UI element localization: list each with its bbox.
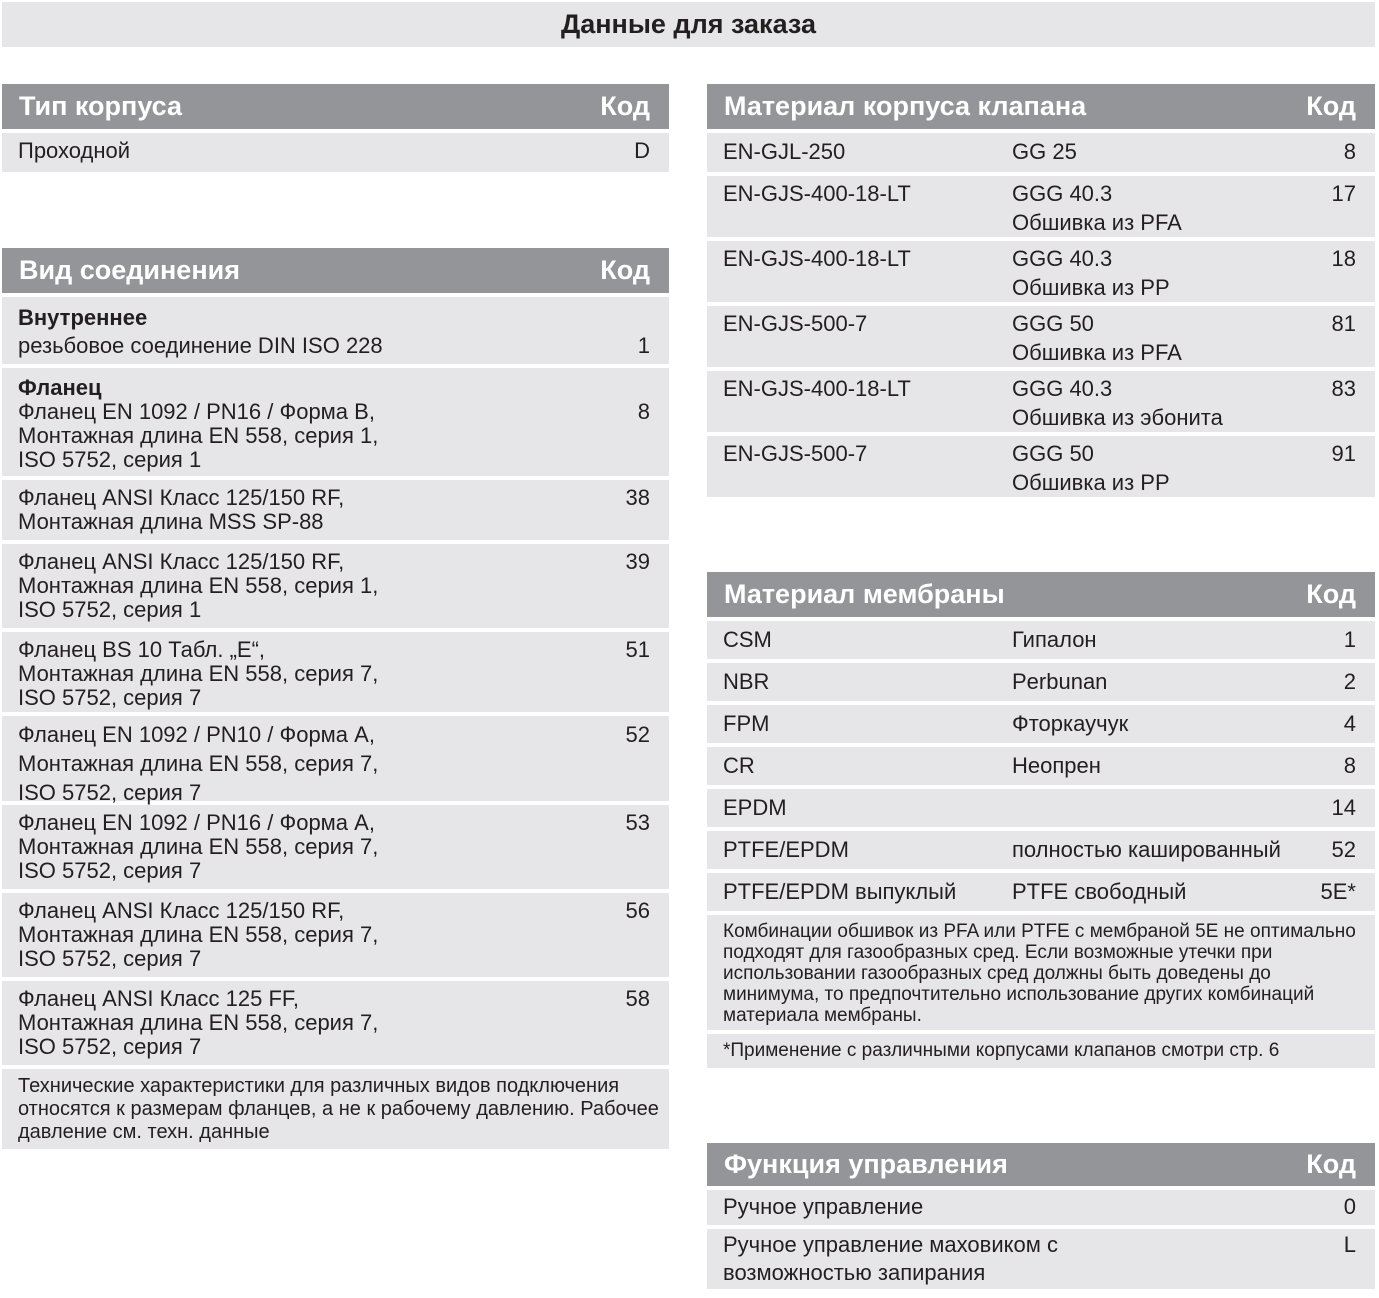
diaphragm-material-table (707, 572, 1375, 1072)
row-text: Фланец ANSI Класс 125/150 RF, (18, 485, 345, 510)
row-heading: Фланец (18, 375, 102, 400)
table-row (707, 1190, 1375, 1225)
control-function-name: возможностью запирания (723, 1260, 986, 1285)
table-title: Тип корпуса (19, 91, 183, 121)
material-lining: Обшивка из эбонита (1012, 405, 1223, 430)
material-lining: Обшивка из PP (1012, 275, 1170, 300)
table-row (2, 632, 669, 712)
row-heading: Внутреннее (18, 305, 148, 330)
code-column-header: Код (600, 255, 650, 285)
code-value: 1 (637, 333, 650, 358)
code-column-header: Код (1306, 91, 1356, 121)
code-value: 91 (1331, 441, 1356, 466)
control-function-table (707, 1143, 1375, 1293)
table-header (707, 1143, 1375, 1186)
code-value: 39 (625, 549, 650, 574)
code-value: 5E* (1320, 879, 1356, 904)
table-row (2, 805, 669, 889)
row-text: Монтажная длина MSS SP-88 (18, 509, 324, 534)
row-text: ISO 5752, серия 1 (18, 447, 202, 472)
code-value: 52 (1331, 837, 1356, 862)
code-value: 51 (625, 637, 650, 662)
table-row (707, 873, 1375, 911)
row-text: Фланец EN 1092 / PN16 / Форма A, (18, 810, 375, 835)
code-column-header: Код (600, 91, 650, 121)
code-value: 0 (1343, 1194, 1356, 1219)
row-text: Фланец ANSI Класс 125/150 RF, (18, 898, 345, 923)
table-row (707, 831, 1375, 869)
code-value: 14 (1331, 795, 1356, 820)
diaphragm-trade-name: Фторкаучук (1012, 711, 1129, 736)
table-title: Функция управления (724, 1149, 1008, 1179)
material-grade: GGG 40.3 (1012, 246, 1113, 271)
material-grade: GGG 50 (1012, 311, 1094, 336)
row-text: Фланец ANSI Класс 125 FF, (18, 986, 299, 1011)
row-text: Фланец BS 10 Табл. „E“, (18, 637, 266, 662)
code-value: 4 (1343, 711, 1356, 736)
table-row (2, 544, 669, 628)
code-value: 18 (1331, 246, 1356, 271)
material-lining: Обшивка из PP (1012, 470, 1170, 495)
code-value: 83 (1331, 376, 1356, 401)
material-grade: GGG 40.3 (1012, 181, 1113, 206)
row-text: резьбовое соединение DIN ISO 228 (18, 333, 383, 358)
table-row (2, 716, 669, 805)
table-row (2, 981, 669, 1065)
row-text: Монтажная длина EN 558, серия 7, (18, 1010, 379, 1035)
table-header (707, 572, 1375, 617)
row-text: Монтажная длина EN 558, серия 1, (18, 573, 379, 598)
row-text: ISO 5752, серия 7 (18, 685, 202, 710)
table-row (707, 436, 1375, 497)
diaphragm-code-name: EPDM (723, 795, 787, 820)
table-row (2, 133, 669, 172)
diaphragm-code-name: PTFE/EPDM выпуклый (723, 879, 957, 904)
diaphragm-trade-name: Гипалон (1012, 627, 1097, 652)
table-row (707, 1229, 1375, 1289)
code-value: 8 (1343, 139, 1356, 164)
material-designation: EN-GJS-400-18-LT (723, 376, 911, 401)
page-title-bar (2, 2, 1375, 47)
code-value: 56 (625, 898, 650, 923)
code-value: 1 (1343, 627, 1356, 652)
material-designation: EN-GJS-400-18-LT (723, 246, 911, 271)
row-text: Монтажная длина EN 558, серия 1, (18, 423, 379, 448)
table-row (707, 176, 1375, 237)
material-lining: Обшивка из PFA (1012, 340, 1182, 365)
table-row (2, 368, 669, 476)
row-text: ISO 5752, серия 7 (18, 780, 202, 805)
table-row (707, 663, 1375, 701)
code-value: 58 (625, 986, 650, 1011)
row-text: ISO 5752, серия 1 (18, 597, 202, 622)
table-row (707, 705, 1375, 743)
diaphragm-note: Комбинации обшивок из PFA или PTFE с мембраной 5E не оптимально подходят для газообразных сред. Если возможные утечки при использовании газообразных сред должны быть доведены до минимума, то предпочтительно использование других комбинаций материала мембраны. (707, 915, 1375, 1030)
diaphragm-trade-name: PTFE свободный (1012, 879, 1187, 904)
code-value: D (634, 138, 650, 163)
diaphragm-trade-name: полностью кашированный (1012, 837, 1281, 862)
table-title: Материал корпуса клапана (724, 91, 1087, 121)
table-row (707, 133, 1375, 172)
row-text: ISO 5752, серия 7 (18, 858, 202, 883)
code-value: 8 (637, 399, 650, 424)
table-row (707, 747, 1375, 785)
table-header (707, 84, 1375, 129)
diaphragm-trade-name: Неопрен (1012, 753, 1101, 778)
table-row (2, 480, 669, 540)
table-row (707, 241, 1375, 302)
row-text: Фланец EN 1092 / PN10 / Форма A, (18, 722, 375, 747)
material-lining: Обшивка из PFA (1012, 210, 1182, 235)
material-grade: GGG 40.3 (1012, 376, 1113, 401)
row-text: Монтажная длина EN 558, серия 7, (18, 661, 379, 686)
diaphragm-code-name: FPM (723, 711, 770, 736)
code-value: 52 (625, 722, 650, 747)
diaphragm-trade-name: Perbunan (1012, 669, 1108, 694)
table-title: Материал мембраны (724, 579, 1005, 609)
row-text: Монтажная длина EN 558, серия 7, (18, 922, 379, 947)
diaphragm-trade-name (1012, 794, 1316, 821)
valve-body-material-table (707, 84, 1375, 501)
material-designation: EN-GJS-400-18-LT (723, 181, 911, 206)
code-column-header: Код (1306, 579, 1356, 609)
connection-table (2, 248, 669, 1153)
row-text: Монтажная длина EN 558, серия 7, (18, 834, 379, 859)
control-function-name: Ручное управление (723, 1194, 924, 1219)
code-column-header: Код (1306, 1149, 1356, 1179)
material-designation: EN-GJS-500-7 (723, 311, 868, 336)
row-text: Монтажная длина EN 558, серия 7, (18, 751, 379, 776)
code-value: 53 (625, 810, 650, 835)
row-text: Фланец EN 1092 / PN16 / Форма B, (18, 399, 375, 424)
body-type-table (2, 84, 669, 176)
code-value: 38 (625, 485, 650, 510)
material-designation: EN-GJS-500-7 (723, 441, 868, 466)
material-grade: GG 25 (1012, 139, 1077, 164)
table-title: Вид соединения (19, 255, 240, 285)
table-row (707, 371, 1375, 432)
table-header (2, 84, 669, 129)
code-value: 2 (1343, 669, 1356, 694)
code-value: 81 (1331, 311, 1356, 336)
diaphragm-code-name: PTFE/EPDM (723, 837, 849, 862)
diaphragm-code-name: CR (723, 753, 755, 778)
material-designation: EN-GJL-250 (723, 139, 846, 164)
row-text: ISO 5752, серия 7 (18, 1034, 202, 1059)
code-value: L (1343, 1232, 1356, 1257)
table-row (2, 893, 669, 977)
table-row (707, 306, 1375, 367)
diaphragm-code-name: NBR (723, 669, 770, 694)
row-text: ISO 5752, серия 7 (18, 946, 202, 971)
table-header (2, 248, 669, 293)
table-row (707, 621, 1375, 659)
material-grade: GGG 50 (1012, 441, 1094, 466)
code-value: 8 (1343, 753, 1356, 778)
control-function-name: Ручное управление маховиком с (723, 1232, 1058, 1257)
body-type-name: Проходной (18, 138, 131, 163)
connection-note: Технические характеристики для различных видов подключения относятся к размерам фланцев, а не к рабочему давлению. Рабочее давление см. техн. данные (2, 1069, 669, 1149)
diaphragm-footnote: *Применение с различными корпусами клапанов смотри стр. 6 (707, 1034, 1375, 1068)
diaphragm-code-name: CSM (723, 627, 772, 652)
table-row (707, 789, 1375, 827)
row-text: Фланец ANSI Класс 125/150 RF, (18, 549, 345, 574)
page-title: Данные для заказа (560, 9, 816, 39)
table-row (2, 297, 669, 364)
code-value: 17 (1331, 181, 1356, 206)
